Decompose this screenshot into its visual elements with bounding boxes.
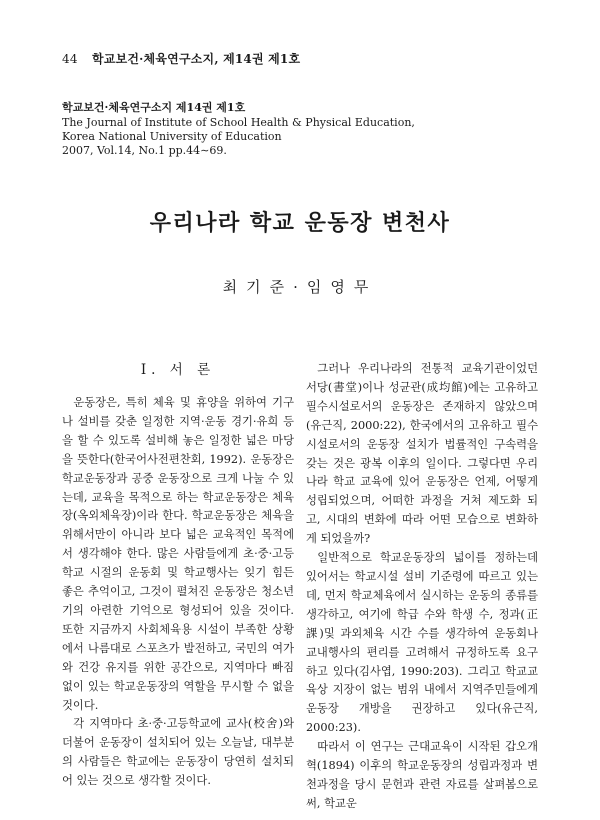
running-header-journal: 학교보건·체육연구소지, 제14권 제1호 <box>92 52 301 66</box>
paragraph: 그러나 우리나라의 전통적 교육기관이었던 서당(書堂)이나 성균관(成均館)에는 고유하고 필수시설로서의 운동장은 존재하지 않았으며(유근직, 2000:22), 한국에서의 고유하고 필수시설로서의 운동장 설치가 법률적인 구속력을 갖는 것은 광복 이후의 일이다. 그렇다면 우리나라 학교 교육에 있어 운동장은 언제, 어떻게 성립되었으며, 어떠한 과정을 거쳐 제도화 되고, 시대의 변화에 따라 어떤 모습으로 변화하게 되었을까? <box>306 362 538 546</box>
paragraph: 일반적으로 학교운동장의 넓이를 정하는데 있어서는 학교시설 설비 기준령에 따르고 있는데, 먼저 학교체육에서 실시하는 운동의 종류를 생각하고, 여기에 학급 수와 학생 수, 정과(正課)및 과외체육 시간 수를 생각하여 운동회나 교내행사의 편리를 고려해서 규정하도록 요구하고 있다(김사엽, 1990:203). 그리고 학교교육상 지장이 없는 범위 내에서 지역주민들에게 운동장 개방을 권장하고 있다(유근직, 2000:23). <box>306 551 538 735</box>
journal-meta <box>62 101 415 158</box>
journal-meta-volume: 2007, Vol.14, No.1 pp.44∼69. <box>62 144 227 157</box>
right-column <box>306 360 538 814</box>
section-heading-introduction: Ⅰ. 서 론 <box>140 362 216 378</box>
journal-meta-university: Korea National University of Education <box>62 130 282 143</box>
paragraph: 따라서 이 연구는 근대교육이 시작된 갑오개혁(1894) 이후의 학교운동장의 성립과정과 변천과정을 당시 문헌과 관련 자료를 살펴봄으로써, 학교운 <box>306 740 538 810</box>
journal-meta-korean: 학교보건·체육연구소지 제14권 제1호 <box>62 101 246 114</box>
article-title: 우리나라 학교 운동장 변천사 <box>149 210 451 236</box>
journal-meta-english-name: The Journal of Institute of School Health & Physical Education, <box>62 116 415 129</box>
paragraph: 각 지역마다 초·중·고등학교에 교사(校舍)와 더불어 운동장이 설치되어 있는 오늘날, 대부분의 사람들은 학교에는 운동장이 당연히 설치되어 있는 것으로 생각할 것이다. <box>62 717 294 788</box>
left-column <box>62 360 294 791</box>
article-authors: 최기준·임영무 <box>222 278 378 296</box>
paragraph: 운동장은, 특히 체육 및 휴양을 위하여 기구나 설비를 갖춘 일정한 지역·운동 경기·유희 등을 할 수 있도록 설비해 놓은 일정한 넓은 마당을 뜻한다(한국어사전편찬회, 1992). 운동장은 학교운동장과 공중 운동장으로 크게 나눌 수 있는데, 교육을 목적으로 하는 학교운동장은 체육장(옥외체육장)이라 한다. 학교운동장은 체육을 위해서만이 아니라 보다 넓은 교육적인 목적에서 생각해야 한다. 많은 사람들에게 초·중·고등학교 시절의 운동회 및 학교행사는 잊기 힘든 좋은 추억이고, 그것이 펼쳐진 운동장은 청소년기의 아련한 기억으로 형성되어 있을 것이다. 또한 지금까지 사회체육용 시설이 부족한 상황에서 나름대로 스포츠가 발전하고, 국민의 여가와 건강 유지를 위한 공간으로, 지역마다 빠짐없이 있는 학교운동장의 역할을 무시할 수 없을 것이다. <box>62 396 294 712</box>
running-header <box>62 50 300 67</box>
page-number: 44 <box>62 52 78 66</box>
